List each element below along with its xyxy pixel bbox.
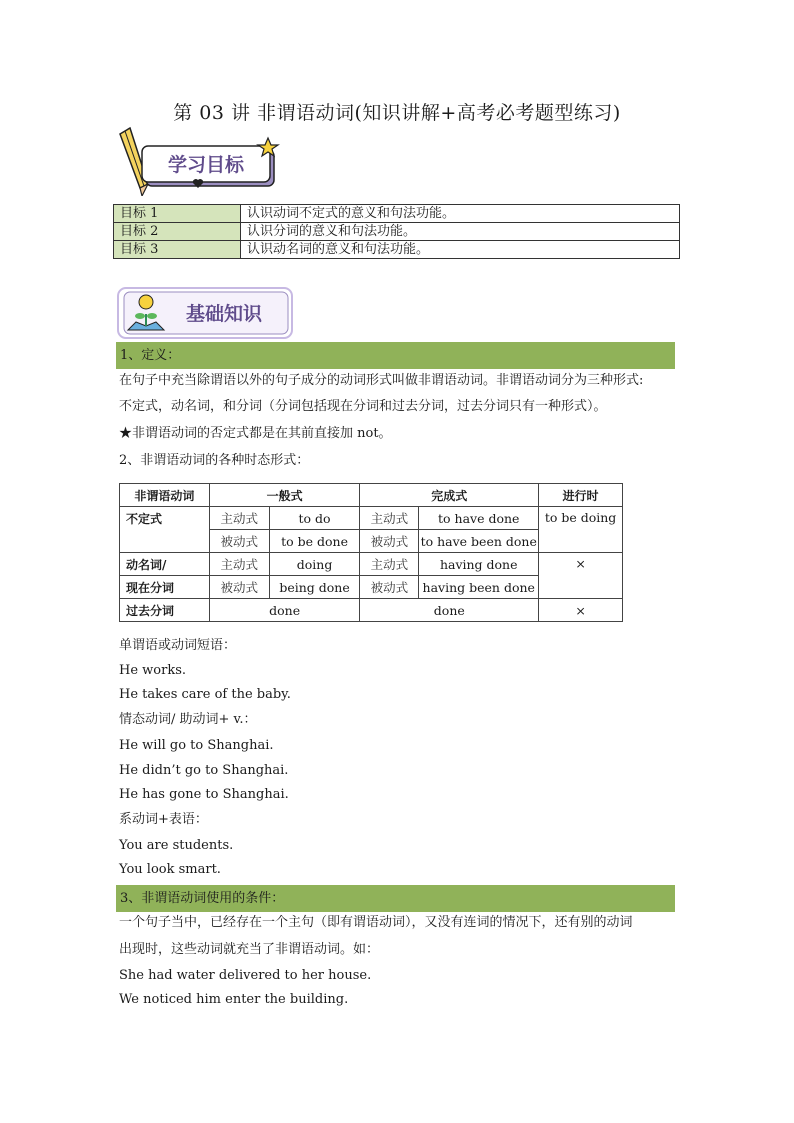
table-cell: to do <box>269 507 360 530</box>
page-title: 第 03 讲 非谓语动词(知识讲解+高考必考题型练习) <box>173 102 621 124</box>
voice-label: 主动式 <box>360 553 419 576</box>
row-label: 动名词/ <box>120 553 210 576</box>
goal-text: 认识动词不定式的意义和句法功能。 <box>241 205 680 223</box>
example-sentence: We noticed him enter the building. <box>119 992 349 1007</box>
paragraph-line: ★非谓语动词的否定式都是在其前直接加 not。 <box>119 426 392 441</box>
row-label: 过去分词 <box>120 599 210 622</box>
example-sentence: You look smart. <box>119 862 221 877</box>
knowledge-badge <box>116 286 296 342</box>
forms-table <box>119 483 623 622</box>
row-label: 不定式 <box>120 507 210 553</box>
example-sentence: She had water delivered to her house. <box>119 968 372 983</box>
sub-heading: 单谓语或动词短语： <box>119 638 237 653</box>
table-header: 完成式 <box>360 484 539 507</box>
example-sentence: He has gone to Shanghai. <box>119 787 289 802</box>
table-cell: doing <box>269 553 360 576</box>
example-sentence: He will go to Shanghai. <box>119 738 274 753</box>
table-header: 进行时 <box>539 484 623 507</box>
example-sentence: He works. <box>119 663 187 678</box>
table-cell: done <box>360 599 539 622</box>
badge-knowledge-label: 基础知识 <box>185 303 263 325</box>
table-row <box>120 599 623 622</box>
badge-goals-label: 学习目标 <box>167 154 245 176</box>
goal-text: 认识分词的意义和句法功能。 <box>241 223 680 241</box>
table-cell: being done <box>269 576 360 599</box>
table-cell: × <box>539 599 623 622</box>
voice-label: 被动式 <box>360 576 419 599</box>
paragraph-line: 不定式，动名词，和分词（分词包括现在分词和过去分词，过去分词只有一种形式）。 <box>119 399 607 414</box>
example-sentence: You are students. <box>119 838 234 853</box>
table-cell: having done <box>419 553 539 576</box>
paragraph-line: 一个句子当中，已经存在一个主句（即有谓语动词），又没有连词的情况下，还有别的动词 <box>119 915 633 930</box>
goal-key: 目标 2 <box>114 223 241 241</box>
paragraph-line: 在句子中充当除谓语以外的句子成分的动词形式叫做非谓语动词。非谓语动词分为三种形式: <box>119 373 644 388</box>
voice-label: 主动式 <box>209 553 269 576</box>
voice-label: 主动式 <box>209 507 269 530</box>
section-heading: 3、非谓语动词使用的条件： <box>116 885 675 912</box>
voice-label: 被动式 <box>209 576 269 599</box>
goals-badge <box>116 126 286 196</box>
table-header: 非谓语动词 <box>120 484 210 507</box>
table-row <box>120 553 623 576</box>
table-cell: having been done <box>419 576 539 599</box>
goal-key: 目标 3 <box>114 241 241 259</box>
row-label: 现在分词 <box>120 576 210 599</box>
table-cell: to have been done <box>419 530 539 553</box>
example-sentence: He takes care of the baby. <box>119 687 291 702</box>
table-cell: to have done <box>419 507 539 530</box>
goals-table <box>113 204 680 259</box>
paragraph-line: 出现时，这些动词就充当了非谓语动词。如： <box>119 942 380 957</box>
table-cell: to be done <box>269 530 360 553</box>
table-row <box>114 223 680 241</box>
example-sentence: He didn’t go to Shanghai. <box>119 763 289 778</box>
table-cell: to be doing <box>539 507 623 553</box>
section-heading: 1、定义： <box>116 342 675 369</box>
table-cell: × <box>539 553 623 599</box>
table-row <box>114 241 680 259</box>
table-header: 一般式 <box>209 484 360 507</box>
sub-heading: 系动词+表语： <box>119 812 208 827</box>
voice-label: 被动式 <box>209 530 269 553</box>
table-cell: done <box>209 599 360 622</box>
table-row <box>120 507 623 530</box>
table-row <box>120 484 623 507</box>
voice-label: 主动式 <box>360 507 419 530</box>
section-heading: 2、非谓语动词的各种时态形式： <box>119 453 310 468</box>
table-row <box>114 205 680 223</box>
goal-key: 目标 1 <box>114 205 241 223</box>
goal-text: 认识动名词的意义和句法功能。 <box>241 241 680 259</box>
sub-heading: 情态动词/ 助动词+ v.： <box>119 712 257 727</box>
voice-label: 被动式 <box>360 530 419 553</box>
